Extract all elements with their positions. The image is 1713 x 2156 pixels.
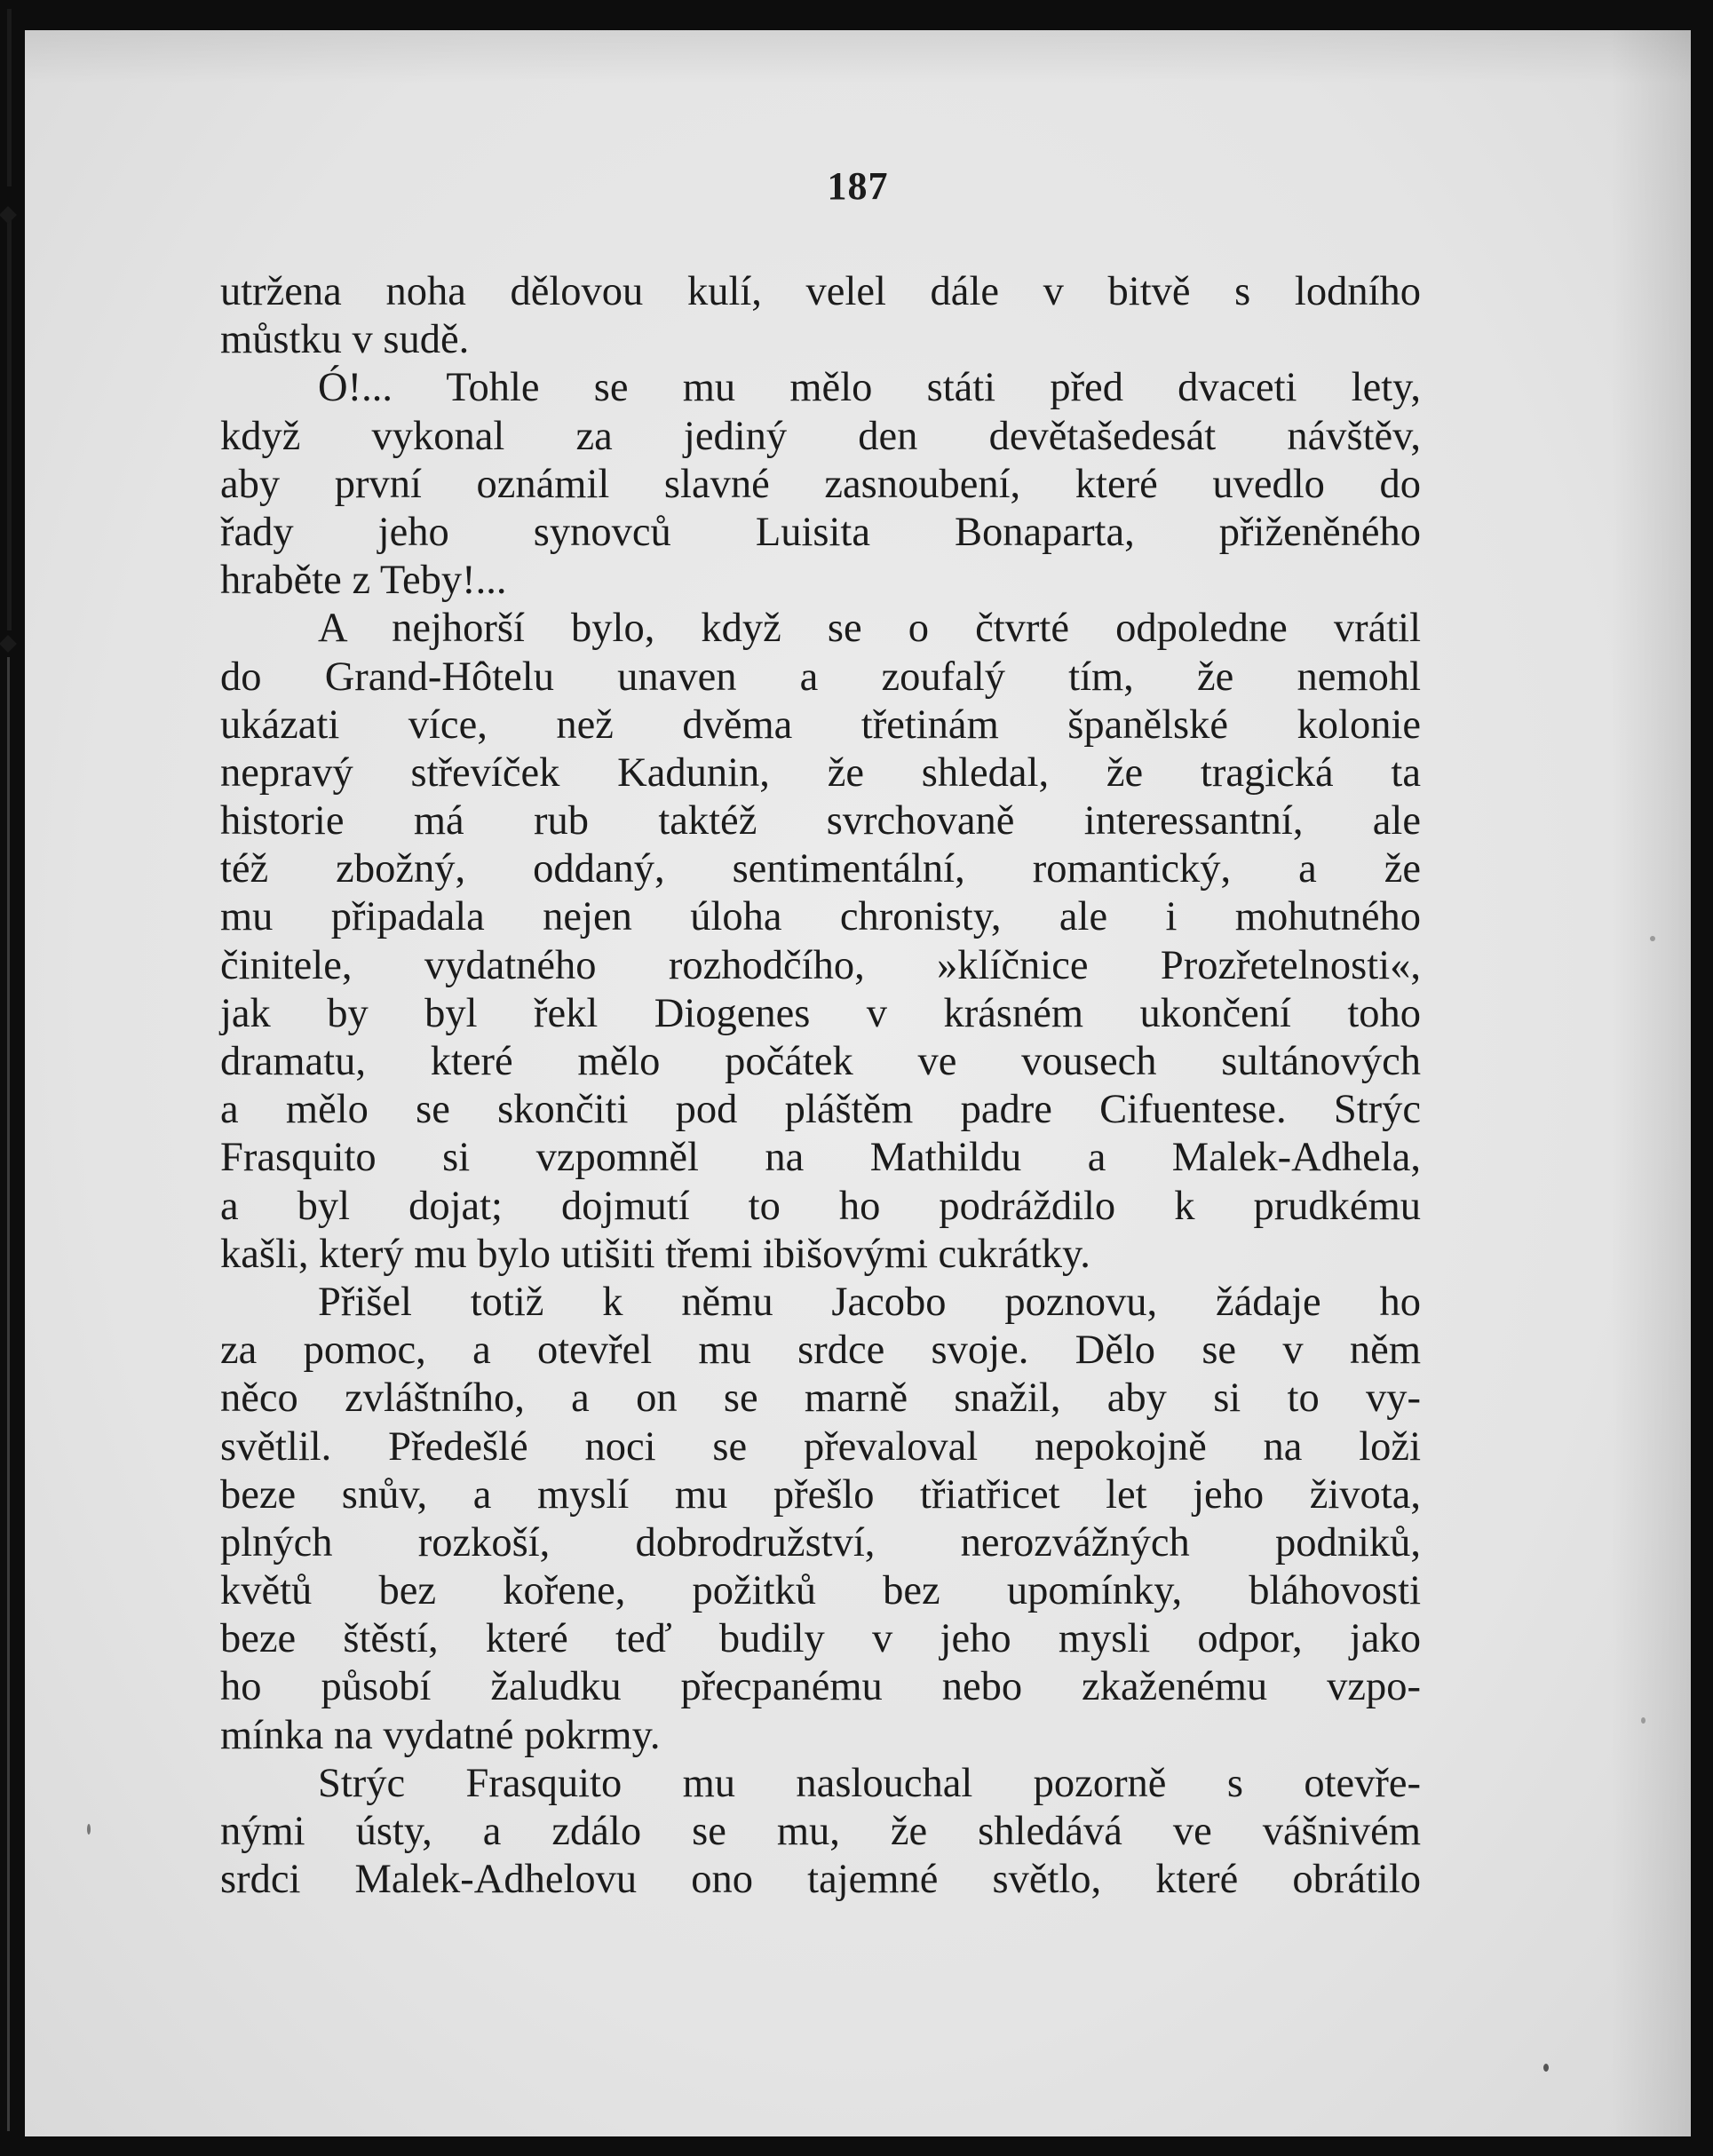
text-line: můstku v sudě. (220, 317, 470, 363)
text-line: řady jeho synovců Luisita Bonaparta, přiženěného (220, 509, 1421, 555)
text-line: beze snův, a myslí mu přešlo třiatřicet let jeho života, (220, 1471, 1421, 1518)
binding-edge-mark (7, 657, 10, 2131)
paper-speck (1650, 936, 1655, 941)
binding-edge-mark (7, 213, 12, 630)
text-line: plných rozkoší, dobrodružství, nerozvážných podniků, (220, 1519, 1421, 1565)
text-line: činitele, vydatného rozhodčího, »klíčnice Prozřetelnosti«, (220, 942, 1421, 988)
text-line: beze štěstí, které teď budily v jeho mysli odpor, jako (220, 1616, 1421, 1662)
text-line: mu připadala nejen úloha chronisty, ale i mohutného (220, 894, 1421, 940)
page-right-shading (1611, 30, 1691, 2136)
text-line: za pomoc, a otevřel mu srdce svoje. Dělo se v něm (220, 1328, 1421, 1374)
text-line: Ó!... Tohle se mu mělo státi před dvaceti lety, (318, 365, 1421, 411)
book-page (25, 30, 1691, 2136)
text-line: ukázati více, než dvěma třetinám španělské kolonie (220, 701, 1421, 748)
text-line: historie má rub taktéž svrchovaně interessantní, ale (220, 798, 1421, 844)
text-line: Strýc Frasquito mu naslouchal pozorně s otevře- (318, 1760, 1421, 1806)
text-line: srdci Malek-Adhelovu ono tajemné světlo, které obrátilo (220, 1857, 1421, 1903)
text-line: též zbožný, oddaný, sentimentální, romantický, a že (220, 846, 1421, 892)
text-line: květů bez kořene, požitků bez upomínky, bláhovosti (220, 1568, 1421, 1614)
text-line: něco zvláštního, a on se marně snažil, aby si to vy- (220, 1375, 1421, 1422)
text-line: nými ústy, a zdálo se mu, že shledává ve vášnivém (220, 1809, 1421, 1854)
text-line: mínka na vydatné pokrmy. (220, 1712, 661, 1758)
text-line: utržena noha dělovou kulí, velel dále v bitvě s lodního (220, 269, 1421, 314)
text-line: a mělo se skončiti pod pláštěm padre Cifuentese. Strýc (220, 1087, 1421, 1133)
text-line: a byl dojat; dojmutí to ho podráždilo k prudkému (220, 1183, 1421, 1229)
text-line: jak by byl řekl Diogenes v krásném ukončení toho (220, 990, 1421, 1036)
text-line: A nejhorší bylo, když se o čtvrté odpoledne vrátil (318, 606, 1421, 652)
body-text (220, 268, 1421, 1904)
paper-speck (1641, 1717, 1646, 1724)
text-line: nepravý střevíček Kadunin, že shledal, že tragická ta (220, 749, 1421, 796)
paper-speck (87, 1824, 91, 1835)
page-top-shading (25, 30, 1691, 83)
binding-edge-mark (7, 9, 12, 186)
text-line: hraběte z Teby!... (220, 558, 507, 604)
text-line: dramatu, které mělo počátek ve vousech sultánových (220, 1039, 1421, 1084)
paper-speck (1543, 2064, 1549, 2072)
text-line: když vykonal za jediný den devětašedesát návštěv, (220, 413, 1421, 459)
text-line: světlil. Předešlé noci se převaloval nepokojně na loži (220, 1423, 1421, 1470)
text-line: Přišel totiž k němu Jacobo poznovu, žádaje ho (318, 1279, 1421, 1325)
text-line: ho působí žaludku přecpanému nebo zkaženému vzpo- (220, 1664, 1421, 1710)
text-line: Frasquito si vzpomněl na Mathildu a Malek-Adhela, (220, 1135, 1421, 1181)
text-line: aby první oznámil slavné zasnoubení, které uvedlo do (220, 461, 1421, 507)
page-number: 187 (827, 164, 889, 208)
text-line: kašli, který mu bylo utišiti třemi ibišovými cukrátky. (220, 1231, 1090, 1277)
text-line: do Grand-Hôtelu unaven a zoufalý tím, že nemohl (220, 654, 1421, 700)
